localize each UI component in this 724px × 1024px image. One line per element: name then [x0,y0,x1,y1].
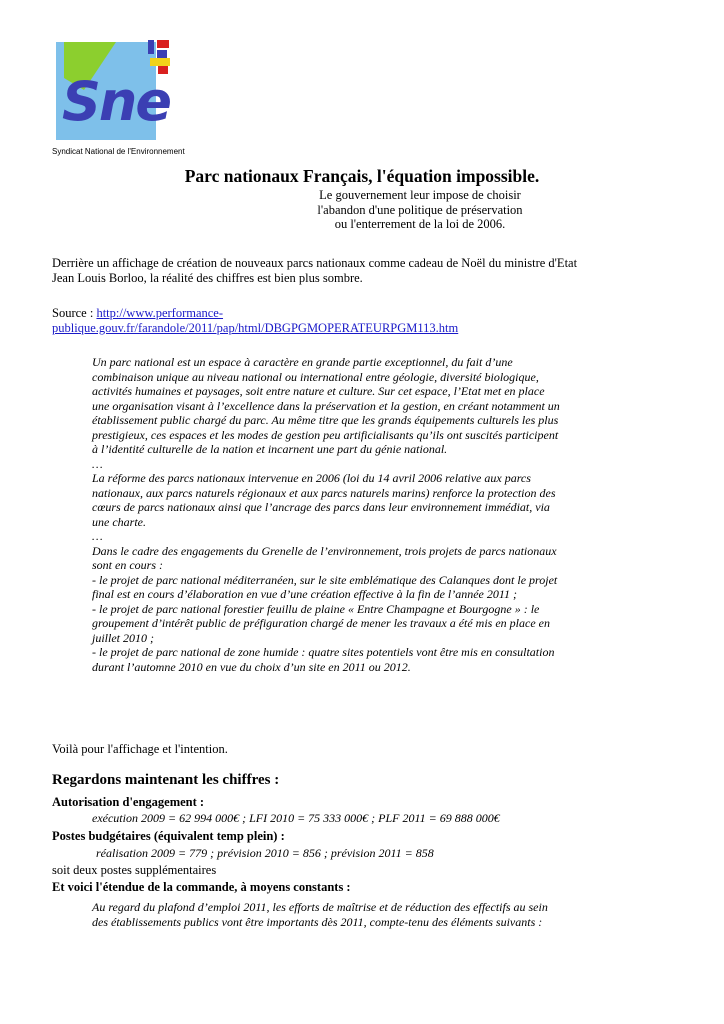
ae-label: Autorisation d'engagement : [52,795,205,809]
subtitle-line: l'abandon d'une politique de préservation [317,202,523,217]
quote-line: établissement public chargé du parc. Au même titre que les grands équipements culturels les plus [92,413,559,427]
quote-line: juillet 2010 ; [92,630,154,645]
commande-line: des établissements publics vont être importants dès 2011, compte-tenu des éléments suivants : [92,915,543,929]
subtitle-line: ou l'enterrement de la loi de 2006. [334,217,506,231]
quote-line: nationaux, aux parcs naturels régionaux et aux parcs naturels marins) renforce la protection des [92,485,556,500]
quote-line: Un parc national est un espace à caractère en grande partie exceptionnel, du fait d’une [92,355,513,369]
voila-line: Voilà pour l'affichage et l'intention. [52,742,228,756]
sne-logo [56,38,176,142]
quote-line: … [92,529,103,543]
quote-line: une organisation visant à l’excellence dans la préservation et la gestion, en créant notamment un [92,398,560,413]
quote-line: une charte. [92,514,146,529]
logo-caption: Syndicat National de l'Environnement [52,147,185,156]
quoted-excerpt [92,355,682,674]
ae-values: exécution 2009 = 62 994 000€ ; LFI 2010 = 75 333 000€ ; PLF 2011 = 69 888 000€ [92,811,500,825]
commande-label: Et voici l'étendue de la commande, à moyens constants : [52,880,351,894]
quote-line: - le projet de parc national méditerranéen, sur le site emblématique des Calanques dont le projet [92,572,558,587]
commande-line: Au regard du plafond d’emploi 2011, les efforts de maîtrise et de réduction des effectifs au sein [92,900,548,914]
postes-values: réalisation 2009 = 779 ; prévision 2010 = 856 ; prévision 2011 = 858 [96,846,434,860]
commande-text [92,900,682,930]
source-paragraph [52,306,672,336]
postes-note: soit deux postes supplémentaires [52,863,217,877]
intro-line: Derrière un affichage de création de nouveaux parcs nationaux comme cadeau de Noël du ministre d'Etat [52,256,578,270]
quote-line: - le projet de parc national de zone humide : quatre sites potentiels vont être mis en consultation [92,645,555,659]
quote-line: activités humaines et paysages, soit entre nature et culture. Sur cet espace, l’Etat met en place [92,384,545,398]
quote-line: à l’identité culturelle de la nation et incarnent une part du génie national. [92,442,448,456]
quote-line: prestigieux, ces espaces et les modes de gestion peu artificialisants qu’ils ont suscités participent [92,427,559,442]
intro-line: Jean Louis Borloo, la réalité des chiffres est bien plus sombre. [52,271,363,285]
quote-line: sont en cours : [92,558,163,572]
quote-line: cœurs de parcs nationaux ainsi que l’ancrage des parcs dans leur environnement immédiat, via [92,500,550,514]
source-link[interactable]: http://www.performance- [96,306,224,320]
quote-line: Dans le cadre des engagements du Grenelle de l’environnement, trois projets de parcs nationaux [92,543,557,558]
figures-heading: Regardons maintenant les chiffres : [52,772,280,788]
quote-line: … [92,456,103,471]
page-subtitle [200,188,640,232]
subtitle-line: Le gouvernement leur impose de choisir [319,188,521,202]
quote-line: groupement d’intérêt public de préfiguration chargé de mener les travaux a été mis en place en [92,616,550,630]
page-title: Parc nationaux Français, l'équation impossible. [184,166,540,186]
quote-line: final est en cours d’élaboration en vue d’une création effective à la fin de l’année 2011 ; [92,587,517,601]
logo-wordmark: Sne [62,70,170,133]
quote-line: La réforme des parcs nationaux intervenue en 2006 (loi du 14 avril 2006 relative aux parcs [92,471,531,485]
intro-paragraph [52,256,672,286]
quote-line: combinaison unique au niveau national ou international entre géologie, diversité biologique, [92,369,539,384]
source-link-continued[interactable]: publique.gouv.fr/farandole/2011/pap/html/DBGPGMOPERATEURPGM113.htm [52,321,459,335]
quote-line: durant l’automne 2010 en vue du choix d’un site en 2011 ou 2012. [92,659,411,674]
postes-label: Postes budgétaires (équivalent temp plein) : [52,829,285,843]
quote-line: - le projet de parc national forestier feuillu de plaine « Entre Champagne et Bourgogne » : le [92,601,540,616]
source-label: Source : [52,306,94,320]
